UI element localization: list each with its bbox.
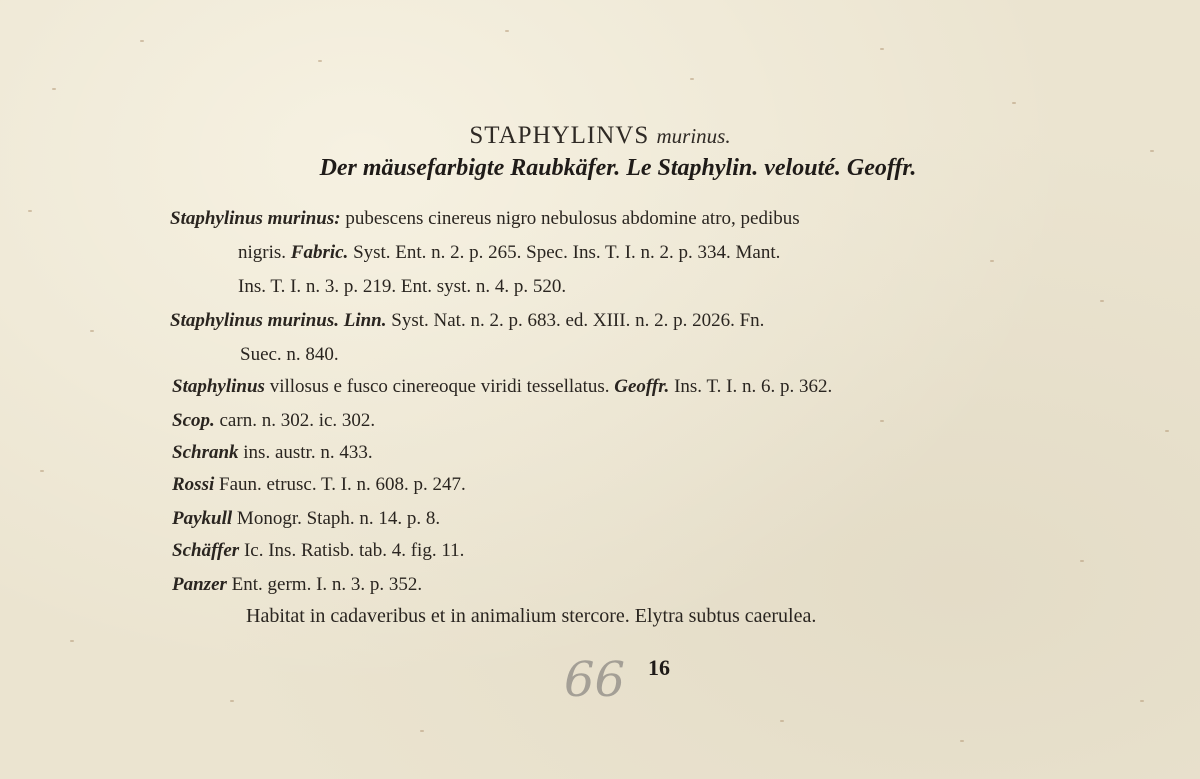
reference-line	[172, 540, 464, 562]
reference-line	[172, 410, 375, 432]
reference-text: carn. n. 302. ic. 302.	[214, 410, 376, 431]
reference-line	[172, 574, 422, 596]
reference-author: Schäffer	[172, 540, 240, 561]
reference-author: Schrank	[172, 442, 239, 463]
reference-line	[238, 242, 780, 264]
page-title	[0, 122, 1200, 150]
page-subtitle: Der mäusefarbigte Raubkäfer. Le Staphylin. velouté. Geoffr.	[319, 155, 917, 181]
reference-line	[172, 508, 440, 530]
reference-text: Syst. Ent. n. 2. p. 265. Spec. Ins. T. I. n. 2. p. 334. Mant.	[348, 242, 781, 263]
paper-speck	[52, 88, 56, 90]
reference-text: nigris.	[238, 242, 291, 263]
reference-author: Panzer	[172, 574, 227, 595]
paper-speck	[1100, 300, 1104, 302]
paper-speck	[420, 730, 424, 732]
reference-text: Ic. Ins. Ratisb. tab. 4. fig. 11.	[239, 540, 465, 561]
paper-speck	[880, 48, 884, 50]
page-number: 16	[648, 655, 670, 680]
reference-text: Syst. Nat. n. 2. p. 683. ed. XIII. n. 2. p. 2026. Fn.	[386, 310, 765, 331]
paper-speck	[990, 260, 994, 262]
reference-author: Rossi	[172, 474, 215, 495]
reference-author: Staphylinus murinus:	[170, 208, 341, 229]
paper-speck	[505, 30, 509, 32]
reference-line	[238, 276, 566, 298]
paper-speck	[230, 700, 234, 702]
reference-author: Fabric.	[290, 242, 349, 263]
paper-speck	[40, 470, 44, 472]
reference-author: Staphylinus murinus.	[170, 310, 339, 331]
habitat-note: Habitat in cadaveribus et in animalium stercore. Elytra subtus caerulea.	[246, 605, 817, 627]
paper-speck	[1150, 150, 1154, 152]
paper-speck	[960, 740, 964, 742]
reference-text: Faun. etrusc. T. I. n. 608. p. 247.	[214, 474, 466, 495]
title-genus: STAPHYLINVS	[469, 122, 650, 149]
reference-author: Geoffr.	[614, 376, 670, 397]
paper-speck	[318, 60, 322, 62]
title-species: murinus.	[656, 124, 731, 148]
paper-speck	[780, 720, 784, 722]
reference-text: Monogr. Staph. n. 14. p. 8.	[232, 508, 441, 529]
paper-speck	[1165, 430, 1169, 432]
paper-speck	[140, 40, 144, 42]
reference-author: Linn.	[343, 310, 387, 331]
paper-speck	[1080, 560, 1084, 562]
paper-speck	[70, 640, 74, 642]
paper-speck	[1140, 700, 1144, 702]
reference-author: Paykull	[172, 508, 233, 529]
paper-speck	[90, 330, 94, 332]
reference-text: Ins. T. I. n. 6. p. 362.	[669, 376, 833, 397]
reference-line	[240, 344, 339, 366]
reference-text: ins. austr. n. 433.	[238, 442, 373, 463]
reference-text: Suec. n. 840.	[240, 344, 339, 365]
reference-text: Ent. germ. I. n. 3. p. 352.	[226, 574, 423, 595]
reference-line	[172, 442, 373, 464]
paper-speck	[690, 78, 694, 80]
reference-line	[172, 474, 466, 496]
paper-speck	[1012, 102, 1016, 104]
pencil-annotation: 66	[564, 652, 626, 708]
paper-speck	[880, 420, 884, 422]
reference-author: Staphylinus	[172, 376, 265, 397]
reference-text: Ins. T. I. n. 3. p. 219. Ent. syst. n. 4. p. 520.	[238, 276, 567, 297]
paper-speck	[28, 210, 32, 212]
reference-line	[170, 208, 800, 230]
reference-text: pubescens cinereus nigro nebulosus abdomine atro, pedibus	[340, 208, 800, 229]
reference-line	[170, 310, 764, 332]
reference-text: villosus e fusco cinereoque viridi tessellatus.	[264, 376, 615, 397]
reference-line	[172, 376, 832, 398]
reference-author: Scop.	[172, 410, 215, 431]
